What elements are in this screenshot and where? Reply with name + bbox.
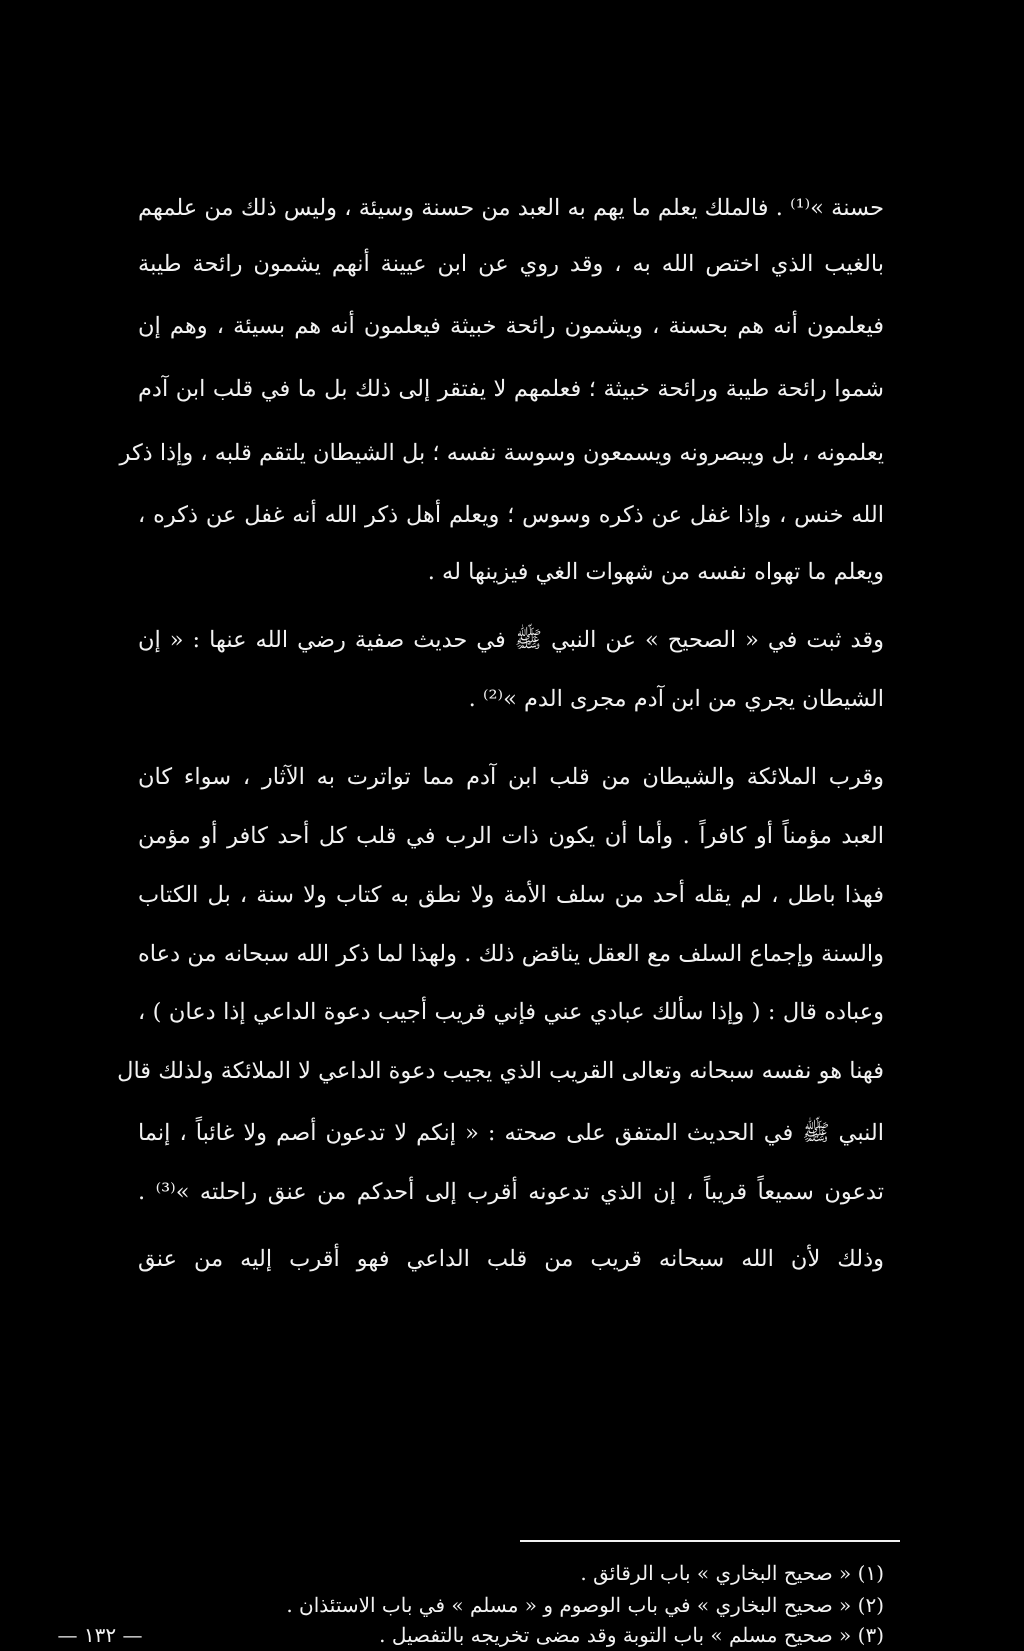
body-text-line: العبد مؤمناً أو كافراً . وأما أن يكون ذات الرب في قلب كل أحد كافر أو مؤمن — [138, 823, 884, 849]
body-text-line: ويعلم ما تهواه نفسه من شهوات الغي فيزينها له . — [427, 559, 884, 585]
body-text-line: فهنا هو نفسه سبحانه وتعالى القريب الذي يجيب دعوة الداعي لا الملائكة ولذلك قال — [117, 1058, 884, 1084]
body-text-line: النبي ﷺ في الحديث المتفق على صحته : « إنكم لا تدعون أصم ولا غائباً ، إنما — [138, 1120, 884, 1146]
body-text-line: تدعون سميعاً قريباً ، إن الذي تدعونه أقرب إلى أحدكم من عنق راحلته »⁽³⁾ . — [138, 1179, 884, 1205]
body-text-line: الشيطان يجري من ابن آدم مجرى الدم »⁽²⁾ . — [468, 686, 884, 712]
body-text-line: فيعلمون أنه هم بحسنة ، ويشمون رائحة خبيثة فيعلمون أنه هم بسيئة ، وهم إن — [138, 313, 884, 339]
footnote-1: (١) « صحيح البخاري » باب الرقائق . — [580, 1561, 884, 1585]
footnote-3: (٣) « صحيح مسلم » باب التوبة وقد مضى تخريجه بالتفصيل . — [379, 1623, 884, 1647]
body-text-line: وقرب الملائكة والشيطان من قلب ابن آدم مما تواترت به الآثار ، سواء كان — [138, 764, 884, 790]
body-text-line: بالغيب الذي اختص الله به ، وقد روي عن ابن عيينة أنهم يشمون رائحة طيبة — [138, 251, 884, 277]
body-text-line: فهذا باطل ، لم يقله أحد من سلف الأمة ولا نطق به كتاب ولا سنة ، بل الكتاب — [138, 882, 884, 908]
body-text-line: يعلمونه ، بل ويبصرونه ويسمعون وسوسة نفسه ؛ بل الشيطان يلتقم قلبه ، وإذا ذكر — [119, 440, 884, 466]
body-text-line: والسنة وإجماع السلف مع العقل يناقض ذلك . ولهذا لما ذكر الله سبحانه من دعاه — [138, 941, 884, 967]
body-text-line: وقد ثبت في « الصحيح » عن النبي ﷺ في حديث صفية رضي الله عنها : « إن — [138, 627, 884, 653]
body-text-line: وذلك لأن الله سبحانه قريب من قلب الداعي فهو أقرب إليه من عنق — [138, 1246, 884, 1272]
body-text-line: شموا رائحة طيبة ورائحة خبيثة ؛ فعلمهم لا يفتقر إلى ذلك بل ما في قلب ابن آدم — [138, 376, 884, 402]
page-number: — ١٣٢ — — [57, 1623, 143, 1647]
footnote-2: (٢) « صحيح البخاري » في باب الوصوم و « مسلم » في باب الاستئذان . — [286, 1593, 884, 1617]
body-text-line: الله خنس ، وإذا غفل عن ذكره وسوس ؛ ويعلم أهل ذكر الله أنه غفل عن ذكره ، — [138, 502, 884, 528]
body-text-line: حسنة »⁽¹⁾ . فالملك يعلم ما يهم به العبد من حسنة وسيئة ، وليس ذلك من علمهم — [138, 195, 884, 221]
footnote-divider — [520, 1540, 900, 1542]
body-text-line: وعباده قال : ( وإذا سألك عبادي عني فإني قريب أجيب دعوة الداعي إذا دعان ) ، — [138, 999, 884, 1025]
